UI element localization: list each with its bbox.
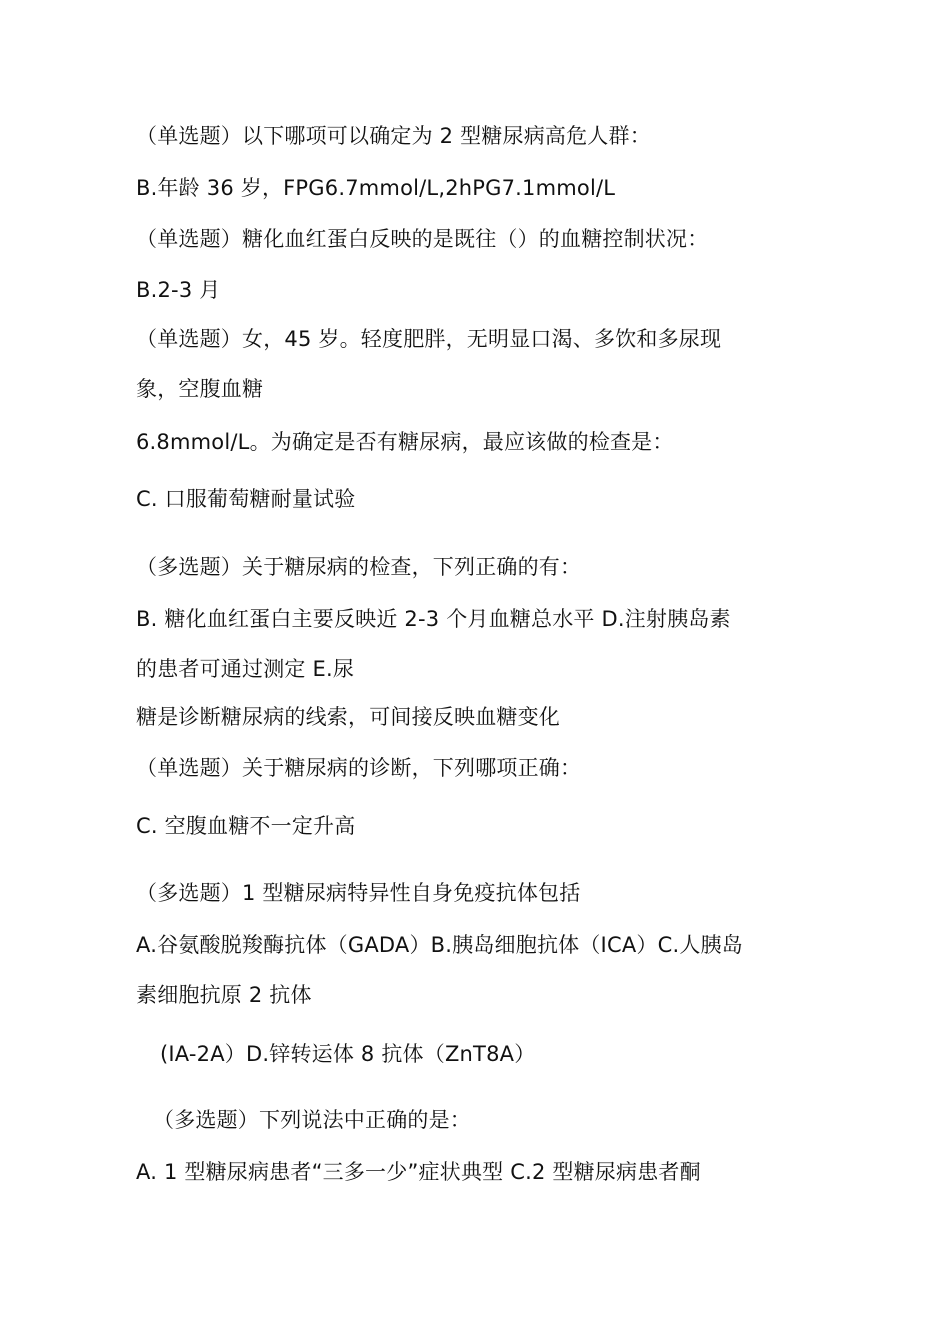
answer-4-line-3: 糖是诊断糖尿病的线索，可间接反映血糖变化 — [136, 705, 560, 729]
answer-7: A. 1 型糖尿病患者“三多一少”症状典型 C.2 型糖尿病患者酮 — [136, 1160, 701, 1184]
question-4: （多选题）关于糖尿病的检查，下列正确的有： — [136, 555, 582, 579]
question-3-line-1: （单选题）女，45 岁。轻度肥胖，无明显口渴、多饮和多尿现 — [136, 327, 722, 351]
question-3-line-3: 6.8mmol/L。为确定是否有糖尿病，最应该做的检查是： — [136, 430, 674, 454]
answer-6-line-1: A.谷氨酸脱羧酶抗体（GADA）B.胰岛细胞抗体（ICA）C.人胰岛 — [136, 933, 743, 957]
question-5: （单选题）关于糖尿病的诊断，下列哪项正确： — [136, 756, 582, 780]
question-2: （单选题）糖化血红蛋白反映的是既往（）的血糖控制状况： — [136, 227, 709, 251]
answer-2: B.2-3 月 — [136, 278, 221, 302]
answer-4-line-1: B. 糖化血红蛋白主要反映近 2-3 个月血糖总水平 D.注射胰岛素 — [136, 607, 731, 631]
question-6: （多选题）1 型糖尿病特异性自身免疫抗体包括 — [136, 881, 581, 905]
answer-1: B.年龄 36 岁，FPG6.7mmol/L,2hPG7.1mmol/L — [136, 176, 616, 200]
question-7: （多选题）下列说法中正确的是： — [153, 1108, 471, 1132]
answer-6-line-2: 素细胞抗原 2 抗体 — [136, 983, 312, 1007]
question-3-line-2: 象，空腹血糖 — [136, 377, 264, 401]
question-1: （单选题）以下哪项可以确定为 2 型糖尿病高危人群： — [136, 124, 651, 148]
answer-5: C. 空腹血糖不一定升高 — [136, 814, 356, 838]
answer-6-line-3: (IA-2A）D.锌转运体 8 抗体（ZnT8A） — [160, 1042, 536, 1066]
answer-4-line-2: 的患者可通过测定 E.尿 — [136, 657, 355, 681]
answer-3: C. 口服葡萄糖耐量试验 — [136, 487, 356, 511]
